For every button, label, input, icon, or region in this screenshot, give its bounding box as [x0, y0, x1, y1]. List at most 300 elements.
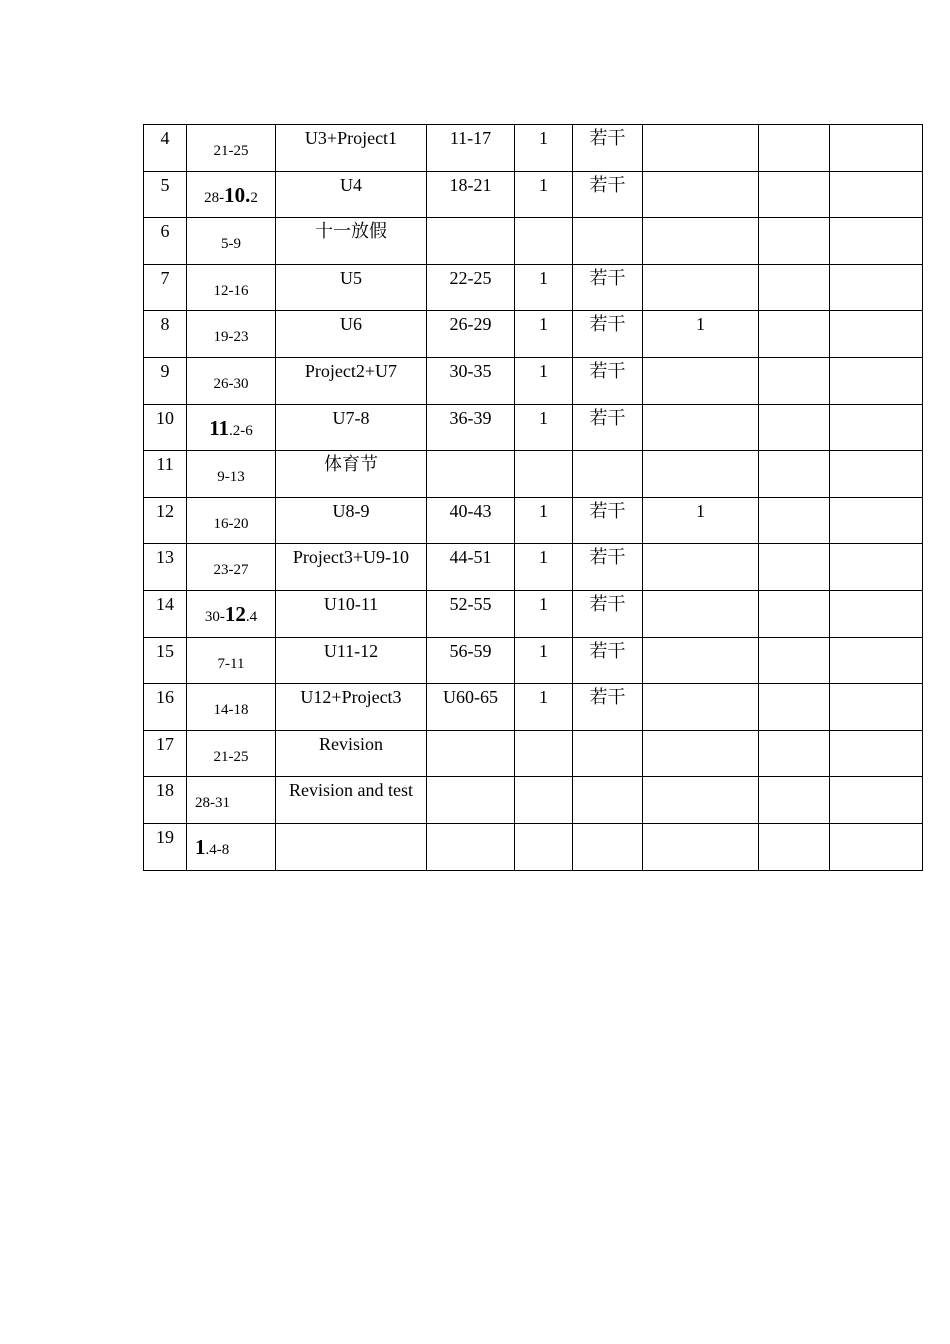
pages-cell	[427, 823, 515, 870]
date-pre: 14-18	[213, 702, 249, 719]
exercise-cell-text: 若干	[589, 500, 626, 521]
blank-cell-a-text	[759, 824, 829, 827]
week-cell-text: 5	[160, 174, 170, 195]
date-cell	[187, 497, 276, 544]
content-cell	[276, 404, 427, 451]
table-row	[144, 730, 923, 777]
pages-cell	[427, 637, 515, 684]
blank-cell-a	[759, 823, 830, 870]
blank-cell-b-text	[830, 358, 922, 361]
blank-cell-a-text	[759, 684, 829, 687]
blank-cell-a-text	[759, 498, 829, 501]
week-cell	[144, 823, 187, 870]
count-cell-text	[515, 731, 572, 734]
blank-cell-a-text	[759, 311, 829, 314]
count-cell	[515, 590, 573, 637]
exercise-cell-text: 若干	[589, 360, 626, 381]
week-cell-text: 13	[156, 547, 174, 568]
pages-cell-text	[427, 824, 514, 827]
blank-cell-b-text	[830, 265, 922, 268]
date-pre: 26-30	[213, 375, 249, 392]
content-cell-text: Revision	[318, 733, 383, 754]
content-cell-text: U10-11	[323, 593, 379, 614]
blank-cell-b-text	[830, 544, 922, 547]
content-cell	[276, 730, 427, 777]
content-cell	[276, 125, 427, 172]
content-cell	[276, 544, 427, 591]
extra-cell-text	[643, 638, 758, 641]
blank-cell-a-text	[759, 358, 829, 361]
blank-cell-a	[759, 311, 830, 358]
date-pre: 12-16	[213, 282, 249, 299]
extra-cell-text	[643, 684, 758, 687]
exercise-cell-text	[573, 731, 642, 734]
blank-cell-b	[830, 637, 923, 684]
pages-cell-text: 26-29	[449, 314, 492, 335]
table-row	[144, 823, 923, 870]
pages-cell-text	[427, 731, 514, 734]
pages-cell	[427, 311, 515, 358]
count-cell	[515, 171, 573, 218]
pages-cell-text	[427, 777, 514, 780]
date-big: 1	[195, 834, 206, 859]
table-row	[144, 404, 923, 451]
count-cell-text	[515, 218, 572, 221]
exercise-cell	[573, 125, 643, 172]
exercise-cell-text: 若干	[589, 267, 626, 288]
date-cell	[187, 684, 276, 731]
blank-cell-b-text	[830, 684, 922, 687]
table-row	[144, 497, 923, 544]
content-cell	[276, 684, 427, 731]
count-cell-text: 1	[539, 174, 548, 195]
content-cell-text: U8-9	[332, 500, 370, 521]
week-cell	[144, 684, 187, 731]
date-text	[187, 638, 275, 674]
pages-cell	[427, 730, 515, 777]
date-pre: 30-	[204, 608, 225, 625]
week-cell-text: 16	[156, 687, 174, 708]
week-cell	[144, 497, 187, 544]
date-post: .4-8	[205, 841, 230, 858]
blank-cell-a	[759, 777, 830, 824]
blank-cell-b-text	[830, 777, 922, 780]
content-cell-text: U4	[340, 174, 362, 195]
date-pre: 16-20	[213, 515, 249, 532]
count-cell-text: 1	[539, 687, 548, 708]
pages-cell-text: 22-25	[449, 267, 492, 288]
exercise-cell	[573, 730, 643, 777]
blank-cell-a-text	[759, 172, 829, 175]
count-cell-text	[515, 824, 572, 827]
count-cell	[515, 684, 573, 731]
blank-cell-a-text	[759, 638, 829, 641]
blank-cell-a-text	[759, 777, 829, 780]
extra-cell	[643, 497, 759, 544]
count-cell	[515, 404, 573, 451]
blank-cell-b-text	[830, 591, 922, 594]
pages-cell-text	[427, 218, 514, 221]
count-cell-text: 1	[539, 360, 548, 381]
blank-cell-a	[759, 544, 830, 591]
blank-cell-b	[830, 823, 923, 870]
week-cell-text: 17	[156, 733, 174, 754]
blank-cell-a	[759, 637, 830, 684]
extra-cell-text	[643, 172, 758, 175]
week-cell	[144, 637, 187, 684]
week-cell-text: 14	[156, 593, 174, 614]
week-cell-text: 8	[160, 314, 170, 335]
date-text	[187, 498, 275, 534]
pages-cell	[427, 171, 515, 218]
table-row	[144, 264, 923, 311]
table-row	[144, 171, 923, 218]
blank-cell-a	[759, 264, 830, 311]
blank-cell-b-text	[830, 311, 922, 314]
count-cell-text: 1	[539, 128, 548, 148]
pages-cell-text: U60-65	[443, 687, 498, 708]
exercise-cell-text	[573, 777, 642, 780]
exercise-cell	[573, 637, 643, 684]
date-cell	[187, 311, 276, 358]
extra-cell	[643, 404, 759, 451]
date-cell	[187, 637, 276, 684]
week-cell-text: 12	[156, 500, 174, 521]
count-cell	[515, 544, 573, 591]
extra-cell	[643, 311, 759, 358]
content-cell-text: 十一放假	[315, 221, 387, 242]
extra-cell-text	[643, 824, 758, 827]
count-cell	[515, 451, 573, 498]
content-cell	[276, 823, 427, 870]
blank-cell-b	[830, 357, 923, 404]
content-cell-text: U7-8	[332, 407, 370, 428]
date-text	[187, 824, 275, 860]
date-post: .4	[245, 608, 258, 625]
blank-cell-b	[830, 590, 923, 637]
date-cell	[187, 730, 276, 777]
date-big: 11	[209, 415, 230, 440]
date-cell	[187, 218, 276, 265]
date-pre: 23-27	[213, 562, 249, 579]
pages-cell-text: 30-35	[449, 360, 492, 381]
exercise-cell	[573, 357, 643, 404]
pages-cell-text: 18-21	[449, 174, 492, 195]
date-cell	[187, 171, 276, 218]
table-row	[144, 777, 923, 824]
blank-cell-b	[830, 171, 923, 218]
blank-cell-b	[830, 451, 923, 498]
week-cell-text: 19	[156, 826, 174, 847]
content-cell-text: Revision and test	[289, 780, 413, 801]
table-row	[144, 451, 923, 498]
content-cell-text: U3+Project1	[304, 128, 398, 148]
blank-cell-a-text	[759, 125, 829, 128]
exercise-cell-text: 若干	[589, 314, 626, 335]
content-cell-text: U5	[340, 267, 362, 288]
content-cell	[276, 171, 427, 218]
date-text	[187, 591, 275, 627]
blank-cell-b	[830, 264, 923, 311]
count-cell-text: 1	[539, 547, 548, 568]
extra-cell-text	[643, 777, 758, 780]
exercise-cell-text: 若干	[589, 547, 626, 568]
blank-cell-b-text	[830, 125, 922, 128]
date-text	[187, 777, 275, 813]
blank-cell-b-text	[830, 731, 922, 734]
content-cell	[276, 637, 427, 684]
blank-cell-a-text	[759, 591, 829, 594]
content-cell	[276, 218, 427, 265]
exercise-cell-text: 若干	[589, 174, 626, 195]
schedule-rows	[144, 125, 923, 871]
exercise-cell-text	[573, 824, 642, 827]
blank-cell-a	[759, 404, 830, 451]
week-cell	[144, 357, 187, 404]
exercise-cell	[573, 823, 643, 870]
extra-cell	[643, 544, 759, 591]
date-text	[187, 172, 275, 208]
blank-cell-a	[759, 451, 830, 498]
schedule-table	[143, 124, 923, 871]
week-cell	[144, 777, 187, 824]
exercise-cell	[573, 590, 643, 637]
date-big: 10.	[224, 182, 251, 207]
extra-cell-text	[643, 544, 758, 547]
exercise-cell	[573, 171, 643, 218]
count-cell	[515, 777, 573, 824]
content-cell	[276, 357, 427, 404]
date-text	[187, 405, 275, 441]
date-cell	[187, 357, 276, 404]
pages-cell	[427, 451, 515, 498]
exercise-cell-text: 若干	[589, 640, 626, 661]
week-cell-text: 9	[160, 360, 170, 381]
week-cell	[144, 590, 187, 637]
pages-cell	[427, 357, 515, 404]
pages-cell-text: 56-59	[449, 640, 492, 661]
extra-cell	[643, 171, 759, 218]
date-cell	[187, 590, 276, 637]
exercise-cell	[573, 311, 643, 358]
date-cell	[187, 777, 276, 824]
extra-cell	[643, 730, 759, 777]
week-cell-text: 15	[156, 640, 174, 661]
table-row	[144, 684, 923, 731]
date-cell	[187, 404, 276, 451]
blank-cell-b-text	[830, 824, 922, 827]
table-row	[144, 590, 923, 637]
count-cell-text	[515, 777, 572, 780]
pages-cell	[427, 590, 515, 637]
content-cell-text: 体育节	[324, 454, 378, 475]
blank-cell-a-text	[759, 405, 829, 408]
date-pre: 19-23	[213, 329, 249, 346]
date-text	[187, 265, 275, 301]
week-cell-text: 10	[156, 407, 174, 428]
blank-cell-b	[830, 730, 923, 777]
pages-cell	[427, 684, 515, 731]
exercise-cell-text: 若干	[589, 687, 626, 708]
week-cell-text: 4	[160, 128, 170, 148]
pages-cell	[427, 497, 515, 544]
date-text	[187, 218, 275, 254]
date-post: 2	[250, 189, 258, 206]
count-cell-text	[515, 451, 572, 454]
pages-cell	[427, 264, 515, 311]
exercise-cell	[573, 777, 643, 824]
pages-cell-text: 36-39	[449, 407, 492, 428]
content-cell-text: Project3+U9-10	[292, 547, 410, 568]
blank-cell-a-text	[759, 544, 829, 547]
extra-cell	[643, 823, 759, 870]
blank-cell-b-text	[830, 172, 922, 175]
date-pre: 7-11	[217, 655, 245, 672]
date-text	[187, 451, 275, 487]
blank-cell-a	[759, 357, 830, 404]
pages-cell-text	[427, 451, 514, 454]
table-row	[144, 218, 923, 265]
extra-cell-text	[643, 218, 758, 221]
exercise-cell	[573, 264, 643, 311]
date-text	[187, 125, 275, 161]
blank-cell-b-text	[830, 405, 922, 408]
exercise-cell-text: 若干	[589, 593, 626, 614]
count-cell	[515, 218, 573, 265]
table-row	[144, 311, 923, 358]
blank-cell-b	[830, 684, 923, 731]
blank-cell-a	[759, 218, 830, 265]
blank-cell-b	[830, 125, 923, 172]
content-cell	[276, 264, 427, 311]
week-cell-text: 18	[156, 780, 174, 801]
exercise-cell-text: 若干	[589, 407, 626, 428]
extra-cell	[643, 264, 759, 311]
date-cell	[187, 823, 276, 870]
table-row	[144, 357, 923, 404]
exercise-cell	[573, 404, 643, 451]
blank-cell-b-text	[830, 451, 922, 454]
content-cell-text: U6	[340, 314, 362, 335]
date-pre: 21-25	[213, 748, 249, 765]
blank-cell-a	[759, 497, 830, 544]
extra-cell-text	[643, 731, 758, 734]
content-cell	[276, 451, 427, 498]
blank-cell-b-text	[830, 638, 922, 641]
date-text	[187, 311, 275, 347]
pages-cell	[427, 125, 515, 172]
blank-cell-a	[759, 730, 830, 777]
count-cell-text: 1	[539, 500, 548, 521]
date-post: .2-6	[229, 422, 253, 439]
extra-cell-text	[643, 591, 758, 594]
content-cell-text: Project2+U7	[304, 360, 398, 381]
extra-cell	[643, 590, 759, 637]
extra-cell-text: 1	[696, 500, 705, 521]
blank-cell-a	[759, 125, 830, 172]
exercise-cell	[573, 684, 643, 731]
blank-cell-a-text	[759, 731, 829, 734]
extra-cell-text	[643, 405, 758, 408]
pages-cell-text: 44-51	[449, 547, 492, 568]
count-cell	[515, 637, 573, 684]
blank-cell-b	[830, 497, 923, 544]
extra-cell	[643, 777, 759, 824]
date-pre: 28-	[204, 189, 225, 206]
extra-cell	[643, 125, 759, 172]
content-cell-text: U11-12	[323, 640, 379, 661]
extra-cell	[643, 637, 759, 684]
blank-cell-a	[759, 684, 830, 731]
blank-cell-b	[830, 404, 923, 451]
extra-cell	[643, 357, 759, 404]
week-cell	[144, 404, 187, 451]
extra-cell	[643, 218, 759, 265]
date-big: 12	[224, 601, 246, 626]
blank-cell-a-text	[759, 451, 829, 454]
extra-cell-text	[643, 265, 758, 268]
date-cell	[187, 451, 276, 498]
count-cell	[515, 730, 573, 777]
pages-cell-text: 52-55	[449, 593, 492, 614]
week-cell	[144, 311, 187, 358]
exercise-cell-text: 若干	[589, 128, 626, 148]
count-cell	[515, 357, 573, 404]
pages-cell	[427, 777, 515, 824]
content-cell-text	[276, 824, 426, 827]
blank-cell-b	[830, 777, 923, 824]
blank-cell-b	[830, 311, 923, 358]
count-cell	[515, 264, 573, 311]
blank-cell-a	[759, 590, 830, 637]
table-row	[144, 637, 923, 684]
exercise-cell-text	[573, 218, 642, 221]
content-cell	[276, 311, 427, 358]
count-cell	[515, 823, 573, 870]
extra-cell-text	[643, 358, 758, 361]
table-row	[144, 544, 923, 591]
pages-cell	[427, 544, 515, 591]
exercise-cell	[573, 218, 643, 265]
content-cell-text: U12+Project3	[300, 687, 402, 708]
week-cell-text: 11	[156, 454, 174, 475]
week-cell-text: 6	[160, 221, 170, 242]
blank-cell-b	[830, 544, 923, 591]
table-row	[144, 125, 923, 172]
blank-cell-a	[759, 171, 830, 218]
content-cell	[276, 777, 427, 824]
week-cell	[144, 544, 187, 591]
date-cell	[187, 125, 276, 172]
week-cell	[144, 125, 187, 172]
week-cell-text: 7	[160, 267, 170, 288]
extra-cell-text	[643, 451, 758, 454]
date-text	[187, 731, 275, 767]
count-cell	[515, 311, 573, 358]
date-cell	[187, 264, 276, 311]
exercise-cell	[573, 451, 643, 498]
extra-cell	[643, 451, 759, 498]
count-cell-text: 1	[539, 314, 548, 335]
count-cell-text: 1	[539, 640, 548, 661]
date-pre: 21-25	[213, 143, 249, 159]
extra-cell	[643, 684, 759, 731]
pages-cell	[427, 218, 515, 265]
pages-cell-text: 11-17	[449, 128, 492, 148]
week-cell	[144, 264, 187, 311]
count-cell	[515, 125, 573, 172]
blank-cell-a-text	[759, 218, 829, 221]
